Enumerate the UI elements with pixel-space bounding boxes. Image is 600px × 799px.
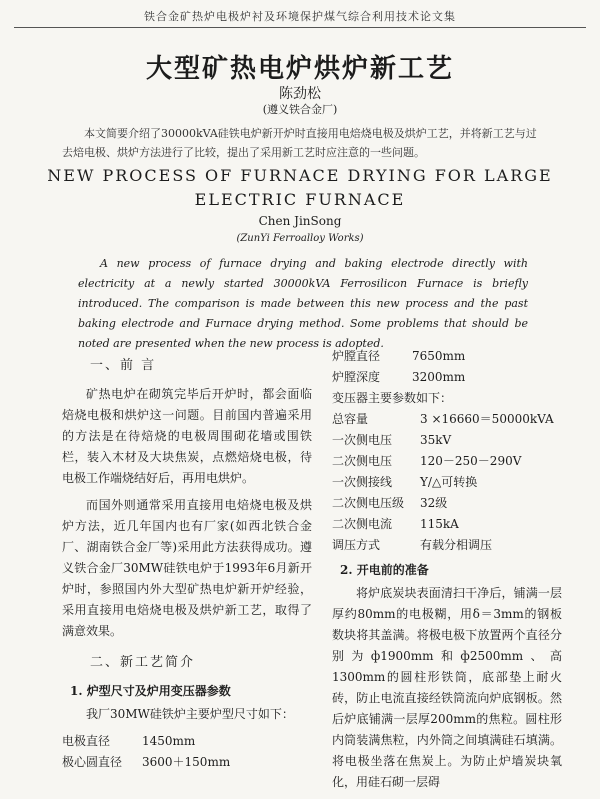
- dim-value: 3600＋150mm: [142, 755, 231, 769]
- transformer-value: 115kA: [420, 517, 459, 531]
- transformer-key: 一次侧电压: [332, 433, 393, 447]
- transformer-key: 二次侧电压级: [332, 496, 405, 510]
- title-en-line-1: NEW PROCESS OF FURNACE DRYING FOR LARGE: [47, 166, 553, 185]
- dim-value: 7650mm: [412, 349, 466, 363]
- transformer-key: 二次侧电流: [332, 517, 393, 531]
- section-2-heading: 二、新工艺简介: [90, 655, 196, 670]
- transformer-value: 32级: [420, 496, 448, 510]
- transformer-row: [332, 409, 562, 430]
- section-2-subheading: 1. 炉型尺寸及炉用变压器参数: [70, 684, 231, 698]
- section-1-paragraph-1: 矿热电炉在砌筑完毕后开炉时，都会面临焙烧电极和烘炉这一问题。目前国内普遍采用的方法是在待焙烧的电极周围砌花墙或围铁栏，装入木材及大块焦炭，点燃焙烧电极，待电极工作端烧结好后，再用电烘炉。: [62, 387, 312, 485]
- preparation-subheading: 2. 开电前的准备: [340, 563, 429, 577]
- abstract-en: A new process of furnace drying and baking electrode directly with electricity at a newly started 30000kVA Ferrosilicon Furnace is briefly introduced. The comparison is made between this new process and the past baking electrode and Furnace drying method. Some problems that should be noted are presented when the new process is adopted.: [78, 257, 528, 350]
- transformer-row: [332, 451, 562, 472]
- right-column: [332, 346, 562, 799]
- transformer-key: 调压方式: [332, 538, 381, 552]
- transformer-intro: 变压器主要参数如下：: [332, 391, 453, 405]
- transformer-row: [332, 514, 562, 535]
- dim-value: 3200mm: [412, 370, 466, 384]
- transformer-key: 一次侧接线: [332, 475, 393, 489]
- dim-value: 1450mm: [142, 734, 196, 748]
- preparation-paragraph: 将炉底炭块表面清扫干净后，铺满一层厚约80mm的电极糊，用δ＝3mm的钢板数块将其盖满。将极电极下放置两个直径分别为ф1900mm和ф2500mm、高1300mm的圆柱形铁筒，底部垫上耐火砖，防止电流直接经铁筒流向炉底钢板。然后炉底铺满一层厚200mm的焦粒。圆柱形内筒装满焦粒，内外筒之间填满硅石填满。将电极坐落在焦炭上。为防止炉墙炭块氧化，用硅石砌一层碍: [332, 586, 562, 789]
- title-en: [0, 164, 600, 212]
- transformer-key: 总容量: [332, 412, 369, 426]
- transformer-row: [332, 535, 562, 556]
- dim-key: 炉膛深度: [332, 370, 381, 384]
- dim-row: [332, 346, 562, 367]
- dim-key: 极心圆直径: [62, 755, 123, 769]
- author-cn: 陈劲松: [279, 86, 321, 102]
- transformer-value: 有载分相调压: [420, 538, 493, 552]
- transformer-row: [332, 430, 562, 451]
- header-rule: [14, 27, 586, 28]
- transformer-value: Y/△可转换: [420, 475, 478, 489]
- dim-row: [62, 731, 312, 752]
- running-header: 铁合金矿热炉电极炉衬及环境保护煤气综合利用技术论文集: [144, 10, 456, 23]
- affiliation-cn: (遵义铁合金厂): [262, 103, 338, 116]
- title-en-line-2: ELECTRIC FURNACE: [194, 190, 406, 209]
- title-cn: 大型矿热电炉烘炉新工艺: [145, 54, 454, 84]
- abstract-cn: 本文简要介绍了30000kVA硅铁电炉新开炉时直接用电焙烧电极及烘炉工艺，并将新工艺与过去焙电极、烘炉方法进行了比较，提出了采用新工艺时应注意的一些问题。: [62, 127, 537, 159]
- dim-row: [332, 367, 562, 388]
- affiliation-en: (ZunYi Ferroalloy Works): [236, 233, 364, 244]
- left-column: [62, 355, 312, 773]
- section-2-intro: 我厂30MW硅铁炉主要炉型尺寸如下：: [86, 707, 294, 721]
- author-en: Chen JinSong: [258, 214, 342, 228]
- dim-key: 炉膛直径: [332, 349, 381, 363]
- section-1-heading: 一、前 言: [90, 358, 157, 373]
- transformer-row: [332, 493, 562, 514]
- transformer-value: 3 ×16660＝50000kVA: [420, 412, 554, 426]
- section-1-paragraph-2: 而国外则通常采用直接用电焙烧电极及烘炉方法，近几年国内也有厂家(如西北铁合金厂、湖南铁合金厂等)采用此方法获得成功。遵义铁合金厂30MW硅铁电炉于1993年6月新开炉时，参照国内外大型矿热电炉新开炉经验，采用直接用电焙烧电极及烘炉新工艺，取得了满意效果。: [62, 498, 312, 638]
- transformer-row: [332, 472, 562, 493]
- dim-row: [62, 752, 312, 773]
- transformer-value: 120－250－290V: [420, 454, 522, 468]
- transformer-value: 35kV: [420, 433, 452, 447]
- dim-key: 电极直径: [62, 734, 111, 748]
- transformer-key: 二次侧电压: [332, 454, 393, 468]
